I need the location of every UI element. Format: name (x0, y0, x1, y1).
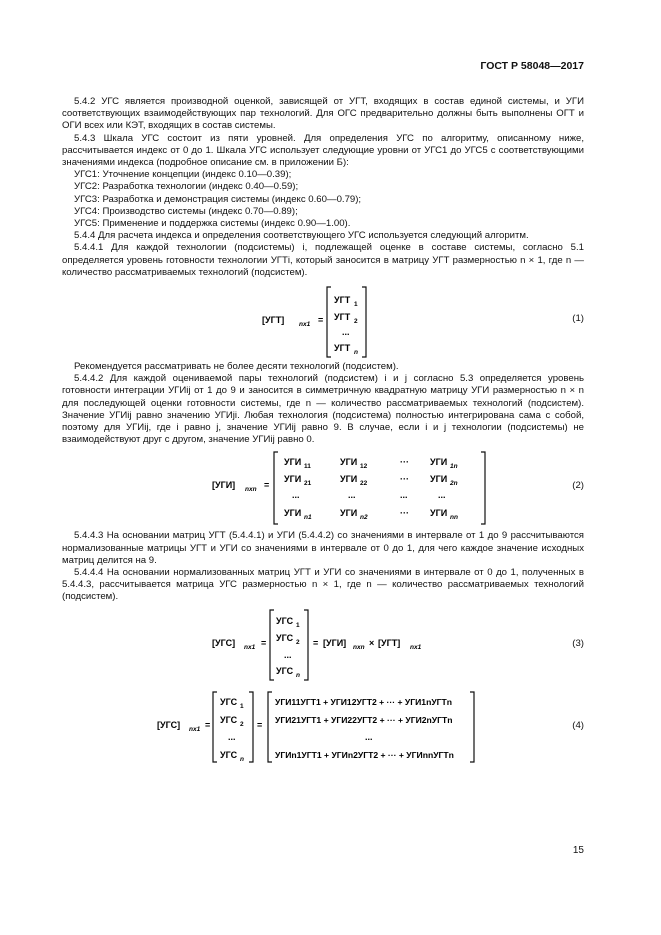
formula-2-svg (212, 446, 632, 526)
f2-r2c4-sub: 2n (450, 480, 458, 488)
para-5-4-4-1: 5.4.4.1 Для каждой технологии (подсистемы) i, подлежащей оценке в составе системы, согласно 5.1 определяется уровень готовности технологии УГТi, который заносится в матрицу УГТ размерностью n × 1, где n — количество рассматриваемых технологий (подсистем). (62, 242, 584, 278)
f1-lhs-sub: nx1 (299, 321, 311, 329)
level-3: УГС3: Разработка и демонстрация системы (индекс 0.60—0.79); (74, 193, 362, 205)
formula-1 (62, 279, 584, 361)
formula-4-svg (157, 688, 557, 766)
f2-lhs: [УГИ] (212, 480, 236, 491)
f2-r2c2-sub: 22 (360, 480, 368, 488)
level-1: УГС1: Уточнение концепции (индекс 0.10—0.39); (74, 169, 292, 181)
f2-equals: = (264, 480, 270, 491)
f3-item-1: УГС (276, 615, 294, 626)
level-4: УГС4: Производство системы (индекс 0.70—0.89); (74, 205, 298, 217)
f2-r3c1: ... (292, 490, 300, 501)
f4-equals-1: = (205, 719, 211, 730)
f3-item-2-sub: 2 (296, 638, 300, 646)
f3-rhs-b-sub: nx1 (410, 643, 422, 651)
f2-r4c3: ··· (400, 508, 409, 519)
f2-r4c1: УГИ (284, 508, 302, 519)
eq-number-3: (3) (572, 637, 584, 649)
f2-r3c4: ... (438, 490, 446, 501)
f3-rhs-a-sub: nxn (353, 643, 365, 651)
f1-lhs: [УГТ] (262, 315, 285, 326)
f3-rhs-b: [УГТ] (378, 637, 401, 648)
f4-row-1: УГИ11УГТ1 + УГИ12УГТ2 + ··· + УГИ1nУГТn (275, 696, 453, 707)
f2-r2c3: ··· (400, 474, 409, 485)
f3-item-3: ... (284, 649, 292, 660)
level-5: УГС5: Применение и поддержка системы (индекс 0.90—1.00). (74, 218, 351, 230)
f2-r4c4: УГИ (430, 508, 448, 519)
f1-item-3: ... (342, 327, 350, 338)
f3-lhs-sub: nx1 (244, 643, 256, 651)
para-5-4-4-3: 5.4.4.3 На основании матриц УГТ (5.4.4.1) и УГИ (5.4.4.2) со значениями в интервале от 1 до 9 рассчитываются нормализованные матрицы УГТ и УГИ со значениями в интервале от 0 до 1, для чего каждое значение исходных матриц делится на 9. (62, 530, 584, 566)
f2-r2c1-sub: 21 (304, 480, 312, 488)
f4-item-1: УГС (220, 696, 238, 707)
f2-r2c1: УГИ (284, 474, 302, 485)
f2-r4c2: УГИ (340, 508, 358, 519)
f3-equals-2: = (313, 637, 319, 648)
eq-number-2: (2) (572, 480, 584, 492)
f4-item-4-sub: n (240, 755, 244, 763)
formula-4 (62, 688, 584, 766)
f4-item-4: УГС (220, 749, 238, 760)
f4-item-3: ... (228, 731, 236, 742)
para-5-4-4-4: 5.4.4.4 На основании нормализованных матриц УГТ и УГИ со значениями в интервале от 0 до 1, полученных в 5.4.4.3, рассчитывается матрица УГС размерностью n × 1, где n — количество рассматриваемых технологий (подсистем). (62, 567, 584, 603)
f2-r2c4: УГИ (430, 474, 448, 485)
para-5-4-4-2: 5.4.4.2 Для каждой оцениваемой пары технологий (подсистем) i и j согласно 5.3 определяется уровень готовности интеграции УГИij от 1 до 9 и заносится в симметричную квадратную матрицу УГИ размерностью n × n для последующей оценки готовности системы, где n — количество рассматриваемых технологий (подсистем). Значение УГИij равно значению УГИji. Любая технология (подсистема) полностью интегрирована сама с собой, поэтому для УГИij, где i равно j, значение УГИij равно 9. В случае, если i и j технологии (подсистемы) не взаимодействуют друг с другом, значение УГИij равно 0. (62, 373, 584, 446)
para-5-4-2: 5.4.2 УГС является производной оценкой, зависящей от УГТ, входящих в состав единой системы, и УГИ соответствующих взаимодействующих пар технологий. Для ОГС предварительно должны быть выполнены ОГТ и ОГИ всех или КЭТ, входящих в состав системы. (62, 96, 584, 132)
f3-item-4-sub: n (296, 671, 300, 679)
f4-equals-2: = (257, 719, 263, 730)
page-number: 15 (572, 845, 584, 856)
f3-equals-1: = (261, 637, 267, 648)
f2-r2c2: УГИ (340, 474, 358, 485)
f1-item-4: УГТ (334, 343, 351, 354)
f1-item-2-sub: 2 (354, 318, 358, 326)
eq-number-1: (1) (572, 313, 584, 325)
f2-r1c1-sub: 11 (304, 463, 311, 471)
formula-1-svg (262, 279, 661, 361)
f4-item-2-sub: 2 (240, 720, 244, 728)
f2-r1c2: УГИ (340, 457, 358, 468)
f1-item-2: УГТ (334, 312, 351, 323)
f1-item-4-sub: n (354, 349, 358, 357)
f3-item-4: УГС (276, 665, 294, 676)
f4-lhs: [УГС] (157, 719, 181, 730)
f2-r4c2-sub: n2 (360, 514, 368, 522)
f4-row-4: УГИn1УГТ1 + УГИn2УГТ2 + ··· + УГИnnУГТn (275, 749, 454, 760)
f3-lhs: [УГС] (212, 637, 236, 648)
f3-times: × (369, 637, 375, 648)
eq-number-4: (4) (572, 719, 584, 731)
f4-row-2: УГИ21УГТ1 + УГИ22УГТ2 + ··· + УГИ2nУГТn (275, 714, 453, 725)
level-2: УГС2: Разработка технологии (индекс 0.40—0.59); (74, 181, 299, 193)
f4-lhs-sub: nx1 (189, 725, 201, 733)
formula-2 (62, 446, 584, 526)
document-id: ГОСТ Р 58048—2017 (480, 60, 584, 72)
f2-r4c1-sub: n1 (304, 514, 312, 522)
f2-lhs-sub: nxn (245, 486, 257, 494)
f2-r1c4-sub: 1n (450, 463, 458, 471)
f3-item-1-sub: 1 (296, 621, 300, 629)
f1-equals: = (318, 315, 324, 326)
f2-r1c3: ··· (400, 457, 409, 468)
f2-r1c2-sub: 12 (360, 463, 368, 471)
f2-r3c2: ... (348, 490, 356, 501)
f2-r1c1: УГИ (284, 457, 302, 468)
f4-item-1-sub: 1 (240, 702, 244, 710)
f2-r1c4: УГИ (430, 457, 448, 468)
f3-rhs-a: [УГИ] (323, 637, 347, 648)
f4-item-2: УГС (220, 714, 238, 725)
f4-row-3: ... (365, 731, 373, 742)
f2-r4c4-sub: nn (450, 514, 458, 522)
para-5-4-4: 5.4.4 Для расчета индекса и определения соответствующего УГС используется следующий алгоритм. (74, 230, 529, 242)
recommendation: Рекомендуется рассматривать не более десяти технологий (подсистем). (74, 361, 399, 373)
para-5-4-3: 5.4.3 Шкала УГС состоит из пяти уровней. Для определения УГС по алгоритму, описанному ниже, рассчитывается индекс от 0 до 1. Шкала УГС использует следующие уровни от УГС1 до УГС5 с соответствующими значениями индекса (подробное описание см. в приложении Б): (62, 132, 584, 169)
f1-item-1-sub: 1 (354, 301, 358, 309)
f2-r3c3: ... (400, 490, 408, 501)
formula-3-svg (212, 604, 542, 684)
formula-3 (62, 604, 584, 684)
f1-item-1: УГТ (334, 295, 351, 306)
f3-item-2: УГС (276, 632, 294, 643)
